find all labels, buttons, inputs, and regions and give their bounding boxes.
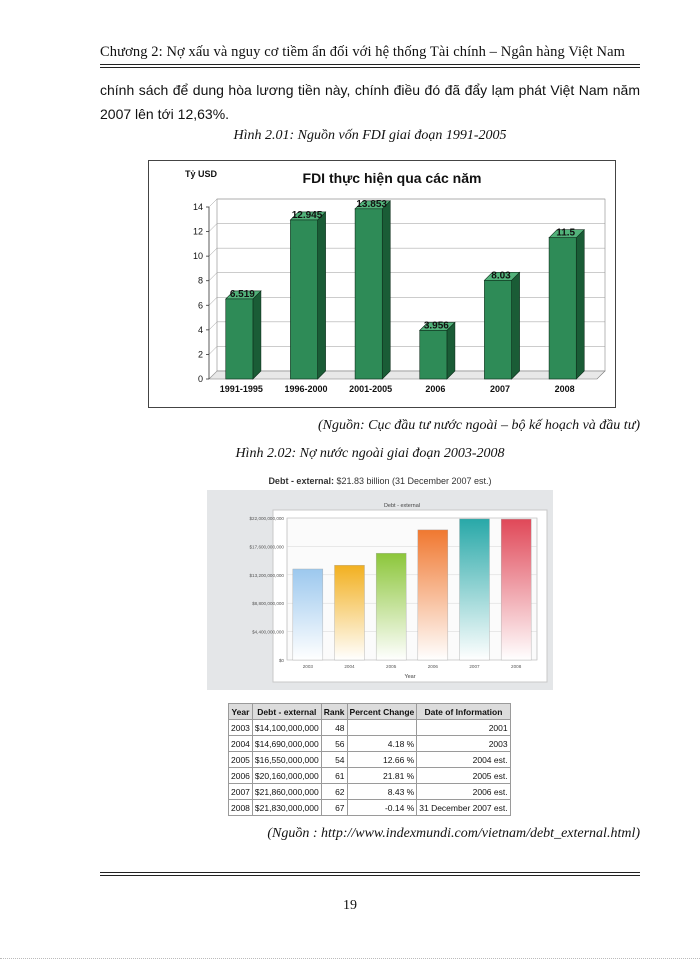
debt-ytick-label: $13,200,000,000: [249, 572, 284, 578]
page-number: 19: [343, 898, 357, 913]
debt-header-value: $21.83 billion (31 December 2007 est.): [333, 476, 492, 486]
fdi-category-label: 2008: [554, 384, 575, 394]
fdi-ytick-label: 8: [197, 275, 203, 286]
debt-table-wrap: [228, 703, 511, 816]
debt-table-cell: 2001: [417, 720, 510, 736]
fdi-bar-value-label: 3.956: [423, 320, 449, 332]
debt-bar: [418, 530, 448, 660]
debt-table-cell: 2004 est.: [417, 752, 510, 768]
figure2-source: (Nguồn : http://www.indexmundi.com/vietnam/debt_external.html): [267, 826, 640, 841]
fdi-bar: [290, 209, 325, 379]
fdi-category-label: 1996-2000: [284, 384, 328, 394]
debt-bar: [501, 519, 531, 660]
debt-table-cell: $14,690,000,000: [252, 736, 321, 752]
figure1-source: (Nguồn: Cục đầu tư nước ngoài – bộ kế hoạch và đầu tư): [318, 418, 640, 433]
footer-rule-2: [100, 875, 640, 876]
debt-table-header-cell: Rank: [321, 704, 347, 720]
debt-table-cell: 61: [321, 768, 347, 784]
fdi-ytick-label: 6: [197, 300, 203, 311]
fdi-ytick-label: 14: [192, 202, 203, 212]
debt-category-label: 2004: [344, 664, 355, 669]
debt-table-row: [229, 752, 511, 768]
body-line-2: 2007 lên tới 12,63%.: [100, 106, 230, 122]
debt-table-row: [229, 768, 511, 784]
debt-chart: [207, 490, 553, 690]
fdi-category-label: 1991-1995: [219, 384, 263, 394]
debt-header-label: Debt - external:: [268, 476, 334, 486]
fdi-bar: [355, 198, 390, 379]
debt-table-cell: 2006 est.: [417, 784, 510, 800]
fdi-chart-title: FDI thực hiện qua các năm: [302, 170, 482, 186]
fdi-bar-value-label: 6.519: [229, 288, 255, 300]
fdi-bar-value-label: 13.853: [356, 198, 387, 210]
debt-table-cell: 2007: [229, 784, 253, 800]
debt-table-cell: -0.14 %: [347, 800, 417, 816]
body-line-1: chính sách để dung hòa lương tiền này, chính điều đó đã đẩy lạm phát Việt Nam năm: [100, 82, 640, 98]
debt-ytick-label: $22,000,000,000: [249, 516, 284, 521]
fdi-ytick-label: 10: [192, 251, 203, 262]
debt-table-row: [229, 720, 511, 736]
debt-table-cell: 4.18 %: [347, 736, 417, 752]
fdi-chart-grid: [209, 199, 605, 379]
debt-table-row: [229, 800, 511, 816]
debt-category-label: 2005: [386, 664, 397, 669]
debt-category-label: 2006: [427, 664, 438, 669]
debt-ytick-label: $17,600,000,000: [249, 544, 284, 550]
debt-table: [228, 703, 511, 816]
debt-table-cell: 21.81 %: [347, 768, 417, 784]
fdi-ytick-label: 0: [197, 374, 203, 384]
fdi-ytick-label: 4: [197, 324, 203, 335]
debt-table-cell: $16,550,000,000: [252, 752, 321, 768]
debt-table-cell: 2004: [229, 736, 253, 752]
fdi-category-label: 2007: [489, 384, 511, 394]
debt-bar: [293, 569, 323, 660]
debt-table-cell: 2005 est.: [417, 768, 510, 784]
debt-table-cell: $20,160,000,000: [252, 768, 321, 784]
debt-table-cell: 2003: [417, 736, 510, 752]
debt-category-label: 2003: [302, 664, 313, 669]
debt-bar: [376, 553, 406, 660]
debt-table-cell: [347, 720, 417, 736]
debt-table-cell: 2003: [229, 720, 253, 736]
debt-table-header-cell: Year: [229, 704, 253, 720]
fdi-chart: [149, 161, 615, 407]
debt-category-label: 2008: [511, 664, 522, 669]
fdi-chart-frame: [148, 160, 616, 408]
fdi-ytick-label: 12: [192, 226, 203, 237]
debt-ytick-label: $0: [278, 658, 284, 663]
debt-chart-xlabel: Year: [404, 674, 416, 680]
debt-table-row: [229, 736, 511, 752]
debt-table-header-cell: Date of Information: [417, 704, 510, 720]
debt-table-cell: 31 December 2007 est.: [417, 800, 510, 816]
debt-table-header-cell: Debt - external: [252, 704, 321, 720]
debt-table-cell: 2006: [229, 768, 253, 784]
footer-rule: [100, 872, 640, 873]
fdi-bar: [226, 288, 261, 379]
debt-table-header-row: [229, 704, 511, 720]
debt-chart-title: Debt - external: [383, 503, 421, 509]
debt-table-cell: 54: [321, 752, 347, 768]
debt-ytick-label: $4,400,000,000: [252, 629, 284, 635]
fdi-bar-value-label: 8.03: [491, 270, 511, 282]
fdi-category-label: 2001-2005: [349, 384, 393, 394]
debt-table-cell: $21,830,000,000: [252, 800, 321, 816]
debt-table-cell: 67: [321, 800, 347, 816]
debt-table-row: [229, 784, 511, 800]
debt-table-cell: 12.66 %: [347, 752, 417, 768]
debt-header-line: [200, 476, 560, 486]
debt-table-cell: $21,860,000,000: [252, 784, 321, 800]
debt-table-cell: 62: [321, 784, 347, 800]
figure1-caption: Hình 2.01: Nguồn vốn FDI giai đoạn 1991-2005: [233, 128, 507, 143]
debt-table-header-cell: Percent Change: [347, 704, 417, 720]
debt-bar: [335, 565, 365, 660]
debt-table-cell: 8.43 %: [347, 784, 417, 800]
fdi-bar-value-label: 11.5: [556, 227, 576, 239]
page-bottom-border: [0, 958, 700, 959]
figure2-caption: Hình 2.02: Nợ nước ngoài giai đoạn 2003-2008: [235, 446, 505, 461]
fdi-ytick-label: 2: [197, 349, 203, 360]
debt-table-cell: 2005: [229, 752, 253, 768]
debt-table-cell: 2008: [229, 800, 253, 816]
body-paragraph: [100, 78, 640, 126]
fdi-bar: [484, 272, 519, 379]
debt-chart-frame: [207, 490, 553, 690]
page-header-title: Chương 2: Nợ xấu và nguy cơ tiềm ẩn đối với hệ thống Tài chính – Ngân hàng Việt Nam: [100, 44, 626, 60]
debt-bar: [460, 519, 490, 660]
fdi-chart-ylabel: Tỷ USD: [185, 169, 218, 179]
debt-table-cell: 56: [321, 736, 347, 752]
header-rule: [100, 64, 640, 65]
debt-table-cell: 48: [321, 720, 347, 736]
fdi-bar-value-label: 12.945: [291, 209, 323, 221]
fdi-category-label: 2006: [425, 384, 446, 394]
header-rule-2: [100, 67, 640, 68]
debt-table-cell: $14,100,000,000: [252, 720, 321, 736]
fdi-bar: [549, 227, 584, 379]
debt-ytick-label: $8,800,000,000: [252, 601, 284, 607]
debt-category-label: 2007: [469, 664, 480, 669]
